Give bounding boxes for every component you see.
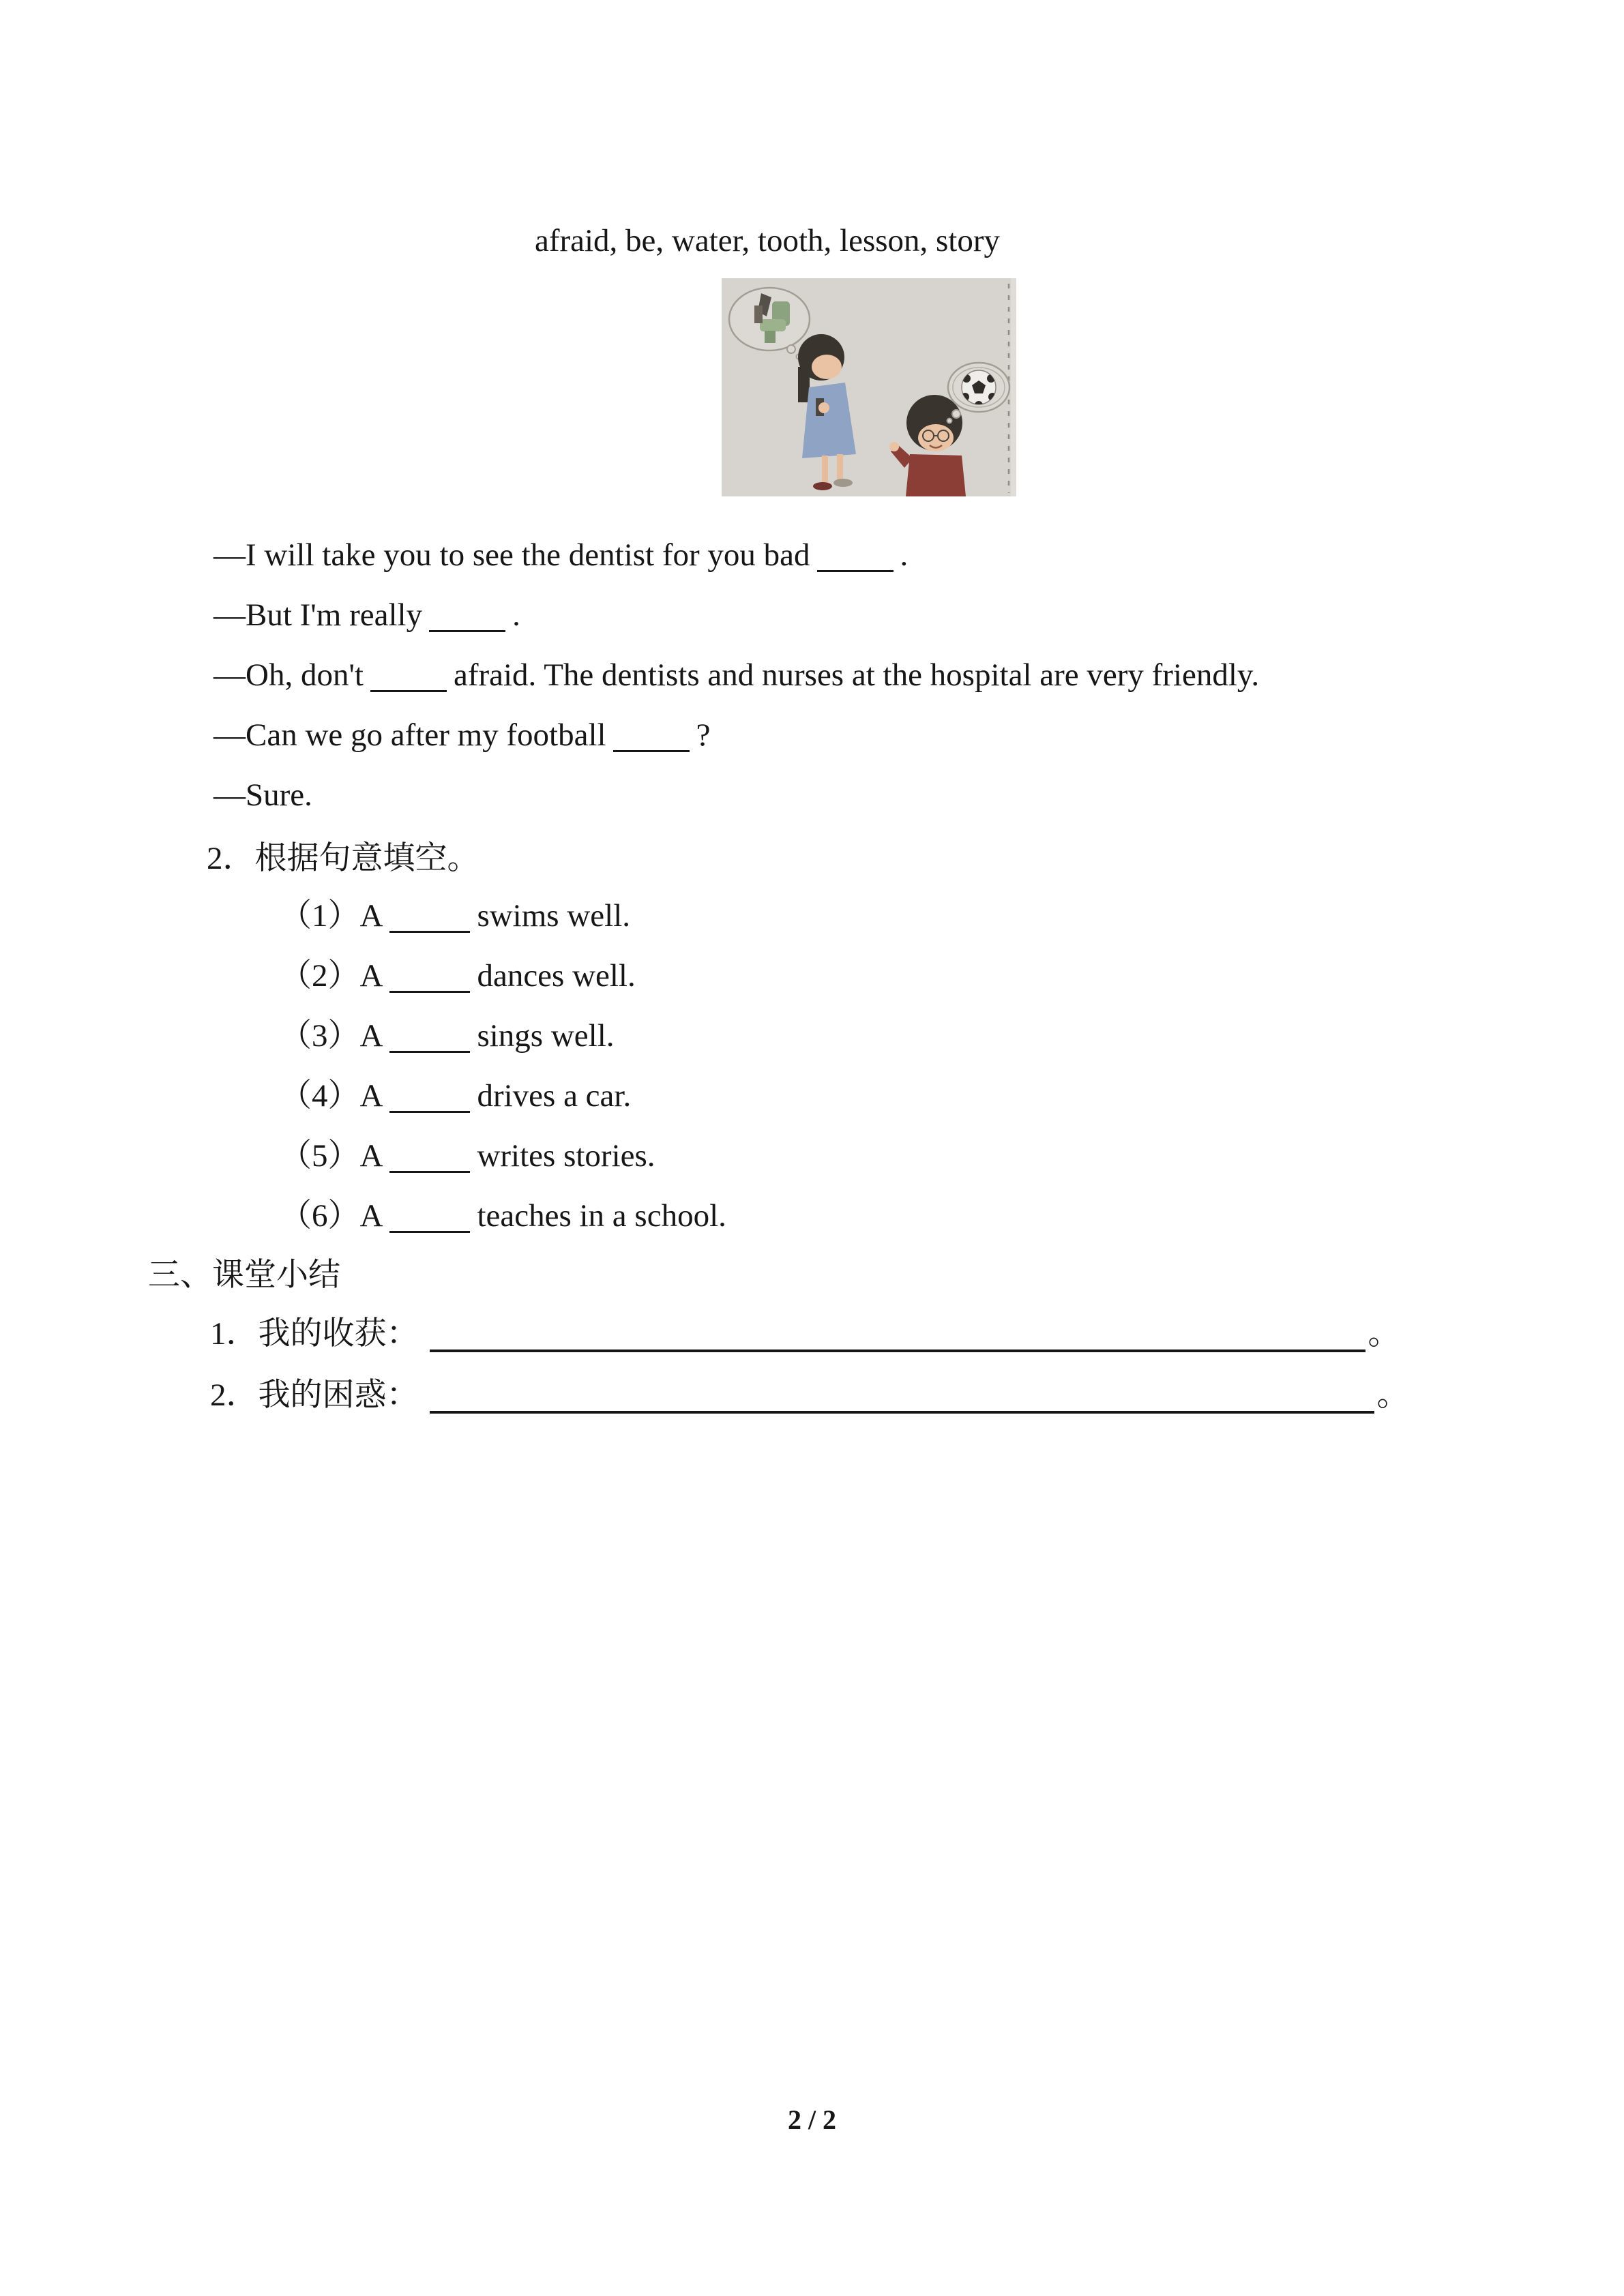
fill-item-4: [280, 1077, 631, 1114]
item-text: （2）A: [280, 958, 383, 994]
word-bank: afraid, be, water, tooth, lesson, story: [534, 223, 1001, 258]
item-text: （3）A: [280, 1018, 383, 1054]
fill-blank: [613, 745, 690, 752]
item-text: （5）A: [280, 1138, 383, 1174]
fill-blank: [389, 985, 470, 993]
illustration-canvas: [722, 278, 1016, 496]
summary-line-gains: [210, 1315, 1400, 1352]
dialogue-line-1: [213, 537, 908, 573]
section-3-heading: 三、课堂小结: [148, 1257, 340, 1293]
item-text: writes stories.: [477, 1138, 655, 1174]
fill-item-2: [280, 957, 636, 994]
fill-item-5: [280, 1137, 655, 1174]
answer-underline: [430, 1344, 1365, 1352]
item-text: （1）A: [280, 898, 383, 934]
fill-blank: [389, 1105, 470, 1113]
dialogue-line-5: [213, 777, 312, 814]
page-number: 2 / 2: [787, 2104, 837, 2135]
dialogue-text: ?: [696, 717, 711, 753]
dialogue-text: .: [900, 537, 909, 573]
answer-underline: [430, 1405, 1374, 1414]
exercise-2-heading: 2．根据句意填空。: [207, 841, 479, 876]
summary-suffix: 。: [1368, 1316, 1400, 1352]
summary-label: 1．我的收获：: [210, 1316, 419, 1352]
dialogue-text: .: [512, 597, 520, 633]
dialogue-text: afraid. The dentists and nurses at the hospital are very friendly.: [453, 657, 1260, 693]
fill-item-3: [280, 1017, 615, 1054]
fill-blank: [389, 1225, 470, 1233]
item-text: teaches in a school.: [477, 1198, 726, 1234]
fill-blank: [389, 1165, 470, 1173]
item-text: dances well.: [477, 958, 636, 994]
dialogue-text: —Oh, don't: [213, 657, 364, 693]
fill-item-6: [280, 1197, 726, 1234]
item-text: （6）A: [280, 1198, 383, 1234]
dialogue-line-3: [213, 657, 1259, 694]
dialogue-line-4: [213, 717, 710, 754]
summary-suffix: 。: [1376, 1377, 1409, 1413]
item-text: swims well.: [477, 898, 631, 934]
worksheet-illustration: [722, 278, 1016, 496]
dialogue-text: —I will take you to see the dentist for you bad: [213, 537, 810, 573]
fill-blank: [429, 625, 505, 632]
summary-label: 2．我的困惑：: [210, 1377, 419, 1413]
paper-edge-strip: [1011, 278, 1016, 496]
dialogue-text: —Sure.: [213, 777, 312, 813]
dialogue-line-2: [213, 597, 520, 633]
fill-blank: [370, 685, 447, 692]
fill-blank: [389, 925, 470, 933]
fill-blank: [817, 565, 894, 572]
fill-item-1: [280, 897, 630, 934]
dialogue-text: —But I'm really: [213, 597, 423, 633]
item-text: （4）A: [280, 1078, 383, 1114]
summary-line-confusions: [210, 1377, 1409, 1414]
fill-blank: [389, 1045, 470, 1053]
dialogue-text: —Can we go after my football: [213, 717, 606, 753]
item-text: sings well.: [477, 1018, 615, 1054]
item-text: drives a car.: [477, 1078, 632, 1114]
